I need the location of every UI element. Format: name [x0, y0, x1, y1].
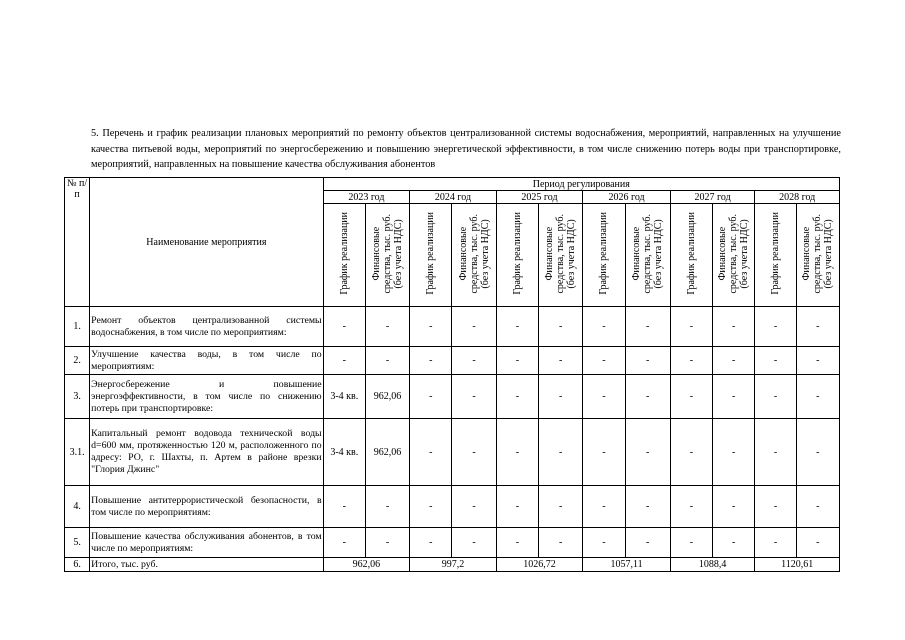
row-cell: - [365, 486, 409, 528]
row-cell: - [796, 528, 839, 558]
row-cell: - [539, 307, 583, 347]
header-year: 2025 год [496, 191, 583, 204]
header-name: Наименование мероприятия [90, 178, 323, 307]
row-cell: - [625, 528, 670, 558]
total-label: Итого, тыс. руб. [90, 558, 323, 572]
header-schedule: График реализации [583, 204, 625, 307]
row-cell: - [625, 419, 670, 486]
total-value: 1120,61 [755, 558, 840, 572]
header-schedule: График реализации [755, 204, 796, 307]
row-cell: - [755, 307, 796, 347]
header-schedule: График реализации [496, 204, 538, 307]
row-cell: - [796, 486, 839, 528]
row-cell: - [755, 419, 796, 486]
row-cell: - [755, 347, 796, 375]
row-cell: - [496, 307, 538, 347]
row-cell: - [796, 419, 839, 486]
total-value: 997,2 [410, 558, 497, 572]
row-cell: - [583, 375, 625, 419]
row-cell: - [452, 419, 496, 486]
row-num: 2. [65, 347, 90, 375]
row-cell: - [625, 375, 670, 419]
row-cell: - [496, 375, 538, 419]
table-row [65, 486, 840, 528]
header-year: 2027 год [670, 191, 755, 204]
plan-table [64, 177, 840, 572]
header-year: 2026 год [583, 191, 671, 204]
row-name: Энергосбережение и повышение энергоэффективности, в том числе по снижению потерь при транспортировке: [90, 375, 323, 419]
row-cell: - [625, 486, 670, 528]
table-row [65, 347, 840, 375]
row-cell: - [583, 347, 625, 375]
row-cell: - [496, 347, 538, 375]
row-cell: - [755, 486, 796, 528]
row-cell: - [670, 419, 712, 486]
row-cell: - [796, 375, 839, 419]
row-cell: - [755, 375, 796, 419]
row-num: 4. [65, 486, 90, 528]
row-cell: - [713, 307, 755, 347]
total-value: 1088,4 [670, 558, 755, 572]
row-cell: - [755, 528, 796, 558]
row-cell: - [496, 419, 538, 486]
row-cell: - [323, 486, 365, 528]
row-cell: - [539, 528, 583, 558]
header-finance: Финансовые средства, тыс. руб. (без учета НДС) [625, 204, 670, 307]
row-cell: - [323, 347, 365, 375]
total-value: 962,06 [323, 558, 410, 572]
row-name: Повышение антитеррористической безопасности, в том числе по мероприятиям: [90, 486, 323, 528]
row-cell: - [410, 347, 452, 375]
row-cell: - [410, 375, 452, 419]
row-cell: - [365, 307, 409, 347]
header-schedule: График реализации [323, 204, 365, 307]
header-period: Период регулирования [323, 178, 839, 191]
row-cell: - [410, 419, 452, 486]
header-schedule: График реализации [670, 204, 712, 307]
table-row [65, 419, 840, 486]
row-name: Ремонт объектов централизованной системы водоснабжения, в том числе по мероприятиям: [90, 307, 323, 347]
total-num: 6. [65, 558, 90, 572]
row-cell: - [625, 307, 670, 347]
row-cell: - [670, 528, 712, 558]
row-cell: - [452, 528, 496, 558]
header-year: 2028 год [755, 191, 840, 204]
row-num: 3.1. [65, 419, 90, 486]
row-cell: - [539, 486, 583, 528]
row-cell: - [539, 419, 583, 486]
header-schedule: График реализации [410, 204, 452, 307]
row-cell: 962,06 [365, 375, 409, 419]
header-finance: Финансовые средства, тыс. руб. (без учета НДС) [365, 204, 409, 307]
row-cell: - [496, 486, 538, 528]
table-caption: 5. Перечень и график реализации плановых мероприятий по ремонту объектов централизованной системы водоснабжения, мероприятий, направленных на улучшение качества питьевой воды, мероприятий по энергосбережению и повышению энергетической эффективности, в том числе снижению потерь воды при транспортировке, мероприятий, направленных на повышение качества обслуживания абонентов [91, 128, 841, 170]
row-cell: - [323, 528, 365, 558]
row-cell: - [583, 307, 625, 347]
row-cell: - [496, 528, 538, 558]
header-finance: Финансовые средства, тыс. руб. (без учета НДС) [713, 204, 755, 307]
row-cell: - [452, 486, 496, 528]
row-cell: - [452, 307, 496, 347]
row-cell: 3-4 кв. [323, 375, 365, 419]
row-name: Повышение качества обслуживания абонентов, в том числе по мероприятиям: [90, 528, 323, 558]
row-cell: - [670, 307, 712, 347]
header-year: 2023 год [323, 191, 410, 204]
row-cell: - [670, 347, 712, 375]
row-cell: - [713, 419, 755, 486]
table-row [65, 307, 840, 347]
row-cell: - [625, 347, 670, 375]
row-cell: - [452, 347, 496, 375]
row-name: Капитальный ремонт водовода технической воды d=600 мм, протяженностью 120 м, расположенного по адресу: РО, г. Шахты, п. Артем в районе врезки "Глория Джинс" [90, 419, 323, 486]
row-cell: - [796, 347, 839, 375]
row-cell: - [323, 307, 365, 347]
row-cell: - [410, 307, 452, 347]
row-num: 1. [65, 307, 90, 347]
row-cell: - [410, 528, 452, 558]
row-cell: - [452, 375, 496, 419]
row-cell: - [365, 528, 409, 558]
header-row-period [65, 178, 840, 191]
row-cell: - [713, 528, 755, 558]
row-cell: - [713, 375, 755, 419]
row-cell: - [365, 347, 409, 375]
header-finance: Финансовые средства, тыс. руб. (без учета НДС) [796, 204, 839, 307]
header-finance: Финансовые средства, тыс. руб. (без учета НДС) [539, 204, 583, 307]
row-cell: - [539, 375, 583, 419]
row-num: 3. [65, 375, 90, 419]
row-cell: - [539, 347, 583, 375]
total-row [65, 558, 840, 572]
row-cell: 962,06 [365, 419, 409, 486]
row-cell: - [410, 486, 452, 528]
row-cell: - [670, 375, 712, 419]
header-year: 2024 год [410, 191, 497, 204]
total-value: 1057,11 [583, 558, 671, 572]
header-finance: Финансовые средства, тыс. руб. (без учета НДС) [452, 204, 496, 307]
table-row [65, 375, 840, 419]
row-cell: - [670, 486, 712, 528]
row-cell: 3-4 кв. [323, 419, 365, 486]
row-cell: - [583, 486, 625, 528]
header-num: № п/п [65, 178, 90, 307]
row-cell: - [713, 486, 755, 528]
row-num: 5. [65, 528, 90, 558]
row-cell: - [713, 347, 755, 375]
row-cell: - [583, 528, 625, 558]
row-name: Улучшение качества воды, в том числе по мероприятиям: [90, 347, 323, 375]
total-value: 1026,72 [496, 558, 583, 572]
table-row [65, 528, 840, 558]
row-cell: - [583, 419, 625, 486]
row-cell: - [796, 307, 839, 347]
